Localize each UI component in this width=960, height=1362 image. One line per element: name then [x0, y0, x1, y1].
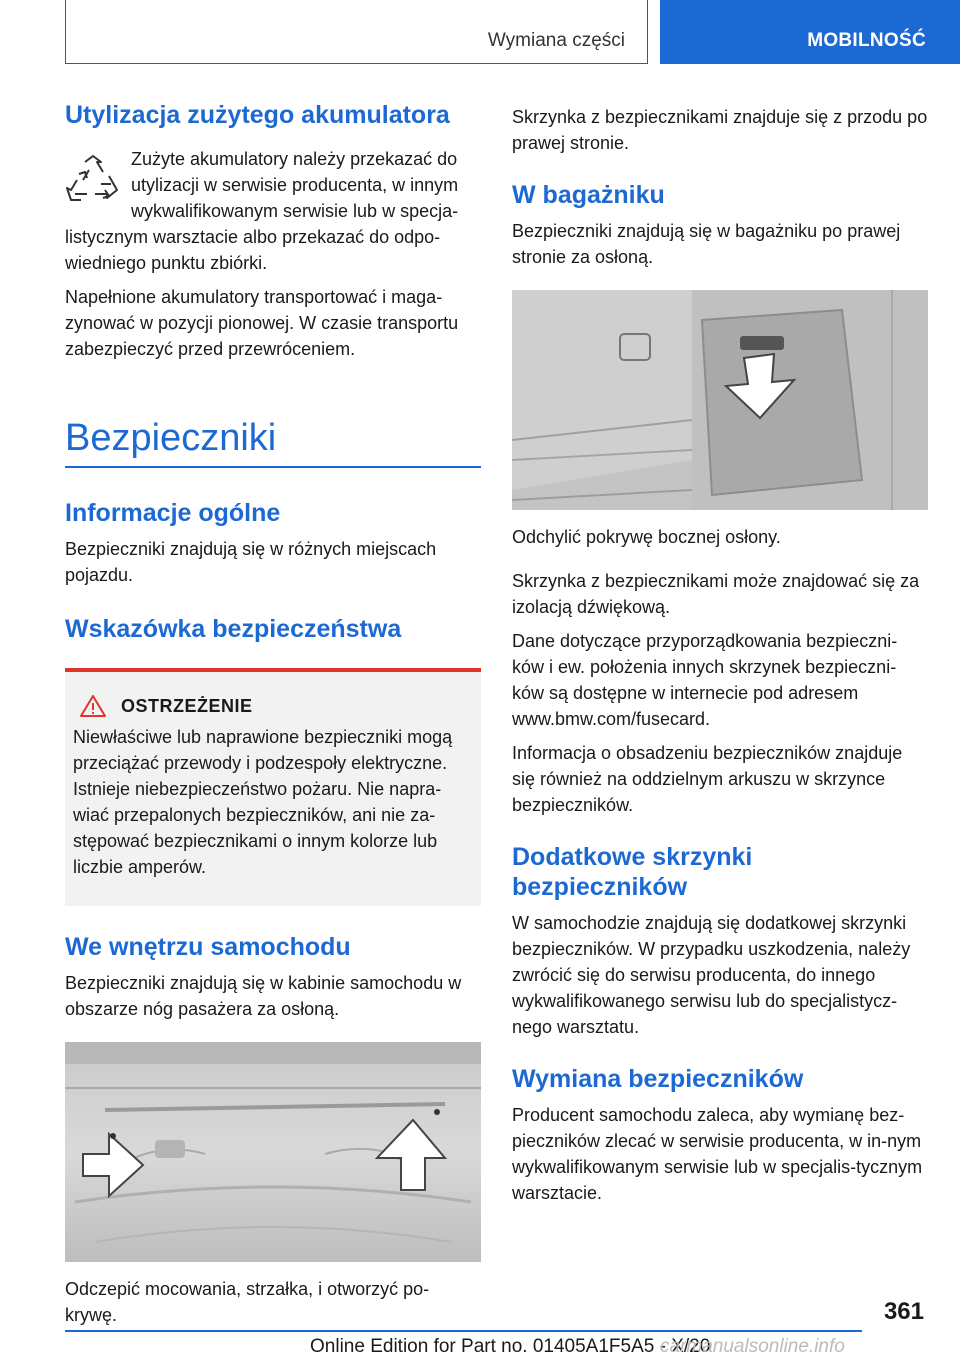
- trunk-text: Bezpieczniki znajdują się w bagażniku po prawej stronie za osłoną.: [512, 221, 901, 267]
- fuse-sheet-text: Informacja o obsadzeniu bezpieczników znajduje się również na oddzielnym arkuszu w skrzynce bezpieczników.: [512, 743, 903, 815]
- extra-fuseboxes-heading: Dodatkowe skrzynki bezpieczników: [512, 843, 753, 901]
- interior-fuse-photo: [65, 1042, 481, 1262]
- general-info-text: Bezpieczniki znajdują się w różnych miejscach pojazdu.: [65, 539, 437, 585]
- header-chapter-tab: [660, 0, 960, 64]
- replace-fuses-heading: Wymiana bezpieczników: [512, 1065, 804, 1093]
- extra-fuseboxes-text: W samochodzie znajdują się dodatkowej skrzynki bezpieczników. W przypadku uszkodzenia, należy zwrócić się do serwisu producenta, do innego wykwalifikowanego serwisu lub do specjalistycz-nego warsztatu.: [512, 913, 911, 1037]
- battery-disposal-text: Zużyte akumulatory należy przekazać do utylizacji w serwisie producenta, w innym wykwalifikowanym serwisie lub w specja-listycznym warsztacie albo przekazać do odpo-wiedniego punktu zbiórki.: [65, 149, 459, 273]
- general-info-heading: Informacje ogólne: [65, 499, 281, 527]
- header-section-title: Wymiana części: [487, 30, 625, 51]
- trunk-heading: W bagażniku: [512, 181, 665, 209]
- trunk-fuse-photo: [512, 290, 928, 510]
- interior-heading: We wnętrzu samochodu: [65, 933, 351, 961]
- replace-fuses-text: Producent samochodu zaleca, aby wymianę bez-pieczników zlecać w serwisie producenta, w in-nym wykwalifikowanym serwisie lub w specjalis-tycznym warsztacie.: [512, 1105, 923, 1203]
- fusecard-text: Dane dotyczące przyporządkowania bezpieczni-ków i ew. położenia innych skrzynek bezpieczni-ków są dostępne w internecie pod adresem www.bmw.com/fusecard.: [512, 631, 898, 729]
- fuses-chapter-title: Bezpieczniki: [65, 417, 277, 459]
- warning-text: Niewłaściwe lub naprawione bezpieczniki mogą przeciążać przewody i podzespoły elektryczne. Istnieje niebezpieczeństwo pożaru. Nie napra-wiać przepalonych bezpieczników, ani nie za-stępować bezpiecznikami o innym kolorze lub liczbie amperów.: [73, 727, 453, 877]
- warning-triangle-icon: [79, 694, 107, 718]
- safety-note-heading: Wskazówka bezpieczeństwa: [65, 615, 402, 643]
- warning-header: [73, 694, 473, 718]
- chapter-rule: [65, 466, 481, 468]
- header-chapter-label: MOBILNOŚĆ: [807, 30, 926, 51]
- battery-disposal-block: [65, 146, 481, 276]
- page-number: 361: [883, 1298, 924, 1325]
- battery-disposal-heading: Utylizacja zużytego akumulatora: [65, 101, 450, 129]
- front-fusebox-text: Skrzynka z bezpiecznikami znajduje się z przodu po prawej stronie.: [512, 107, 928, 153]
- interior-text: Bezpieczniki znajdują się w kabinie samochodu w obszarze nóg pasażera za osłoną.: [65, 973, 462, 1019]
- warning-title: OSTRZEŻENIE: [121, 695, 253, 716]
- warning-box: [65, 668, 481, 906]
- footer-watermark: carmanualsonline.info: [660, 1336, 845, 1357]
- trunk-insulation-text: Skrzynka z bezpiecznikami może znajdować się za izolacją dźwiękową.: [512, 571, 920, 617]
- trunk-caption: Odchylić pokrywę bocznej osłony.: [512, 527, 781, 547]
- left-column: [65, 100, 481, 1328]
- recycle-icon: [65, 154, 121, 206]
- battery-transport-text: Napełnione akumulatory transportować i maga-zynować w pozycji pionowej. W czasie transportu zabezpieczyć przed przewróceniem.: [65, 287, 459, 359]
- interior-caption: Odczepić mocowania, strzałka, i otworzyć po-krywę.: [65, 1279, 430, 1325]
- header-section-box: [65, 0, 648, 64]
- footer-rule: [65, 1330, 862, 1332]
- right-column: [512, 100, 928, 1206]
- footer-edition: Online Edition for Part no. 01405A1F5A5 - X/20: [310, 1336, 711, 1357]
